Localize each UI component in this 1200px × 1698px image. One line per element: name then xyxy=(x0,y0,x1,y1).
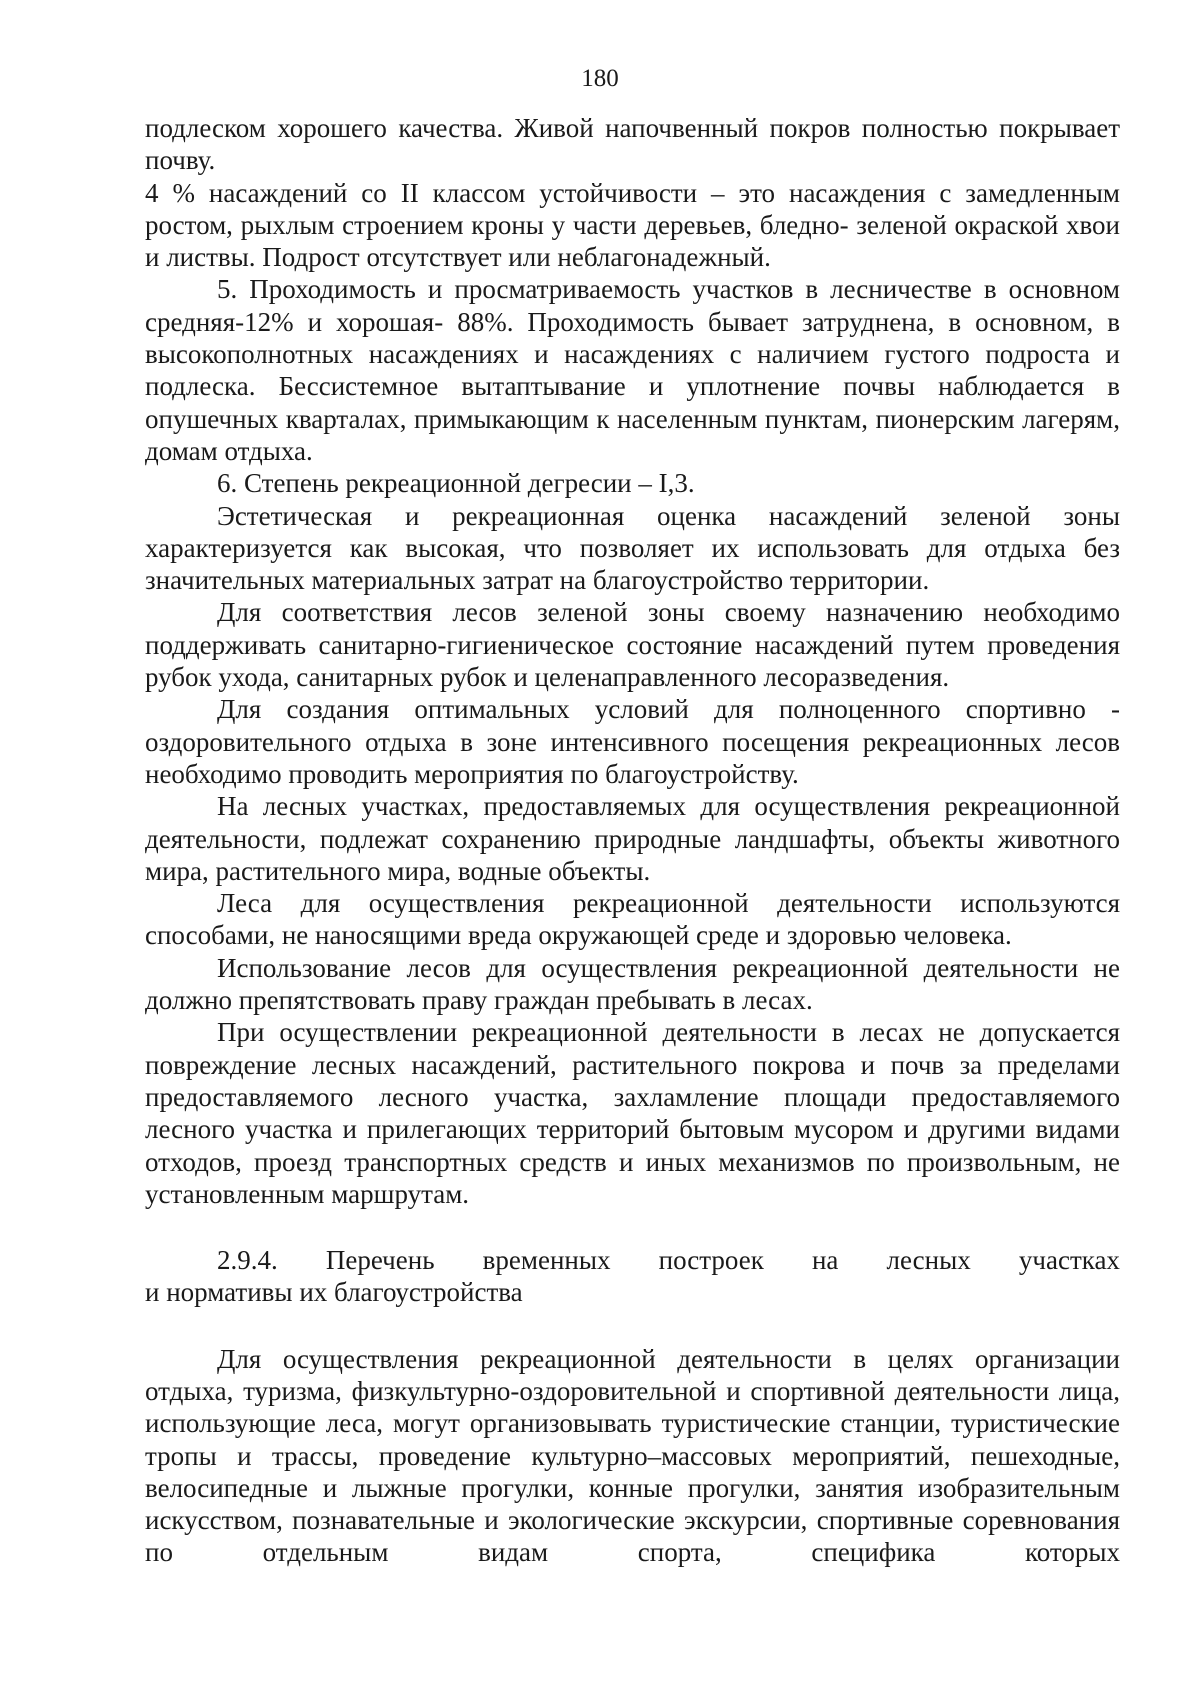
section-heading-line1 xyxy=(145,1244,1120,1276)
section-heading xyxy=(145,1244,1120,1309)
paragraph-aesthetic-assessment: Эстетическая и рекреационная оценка насаждений зеленой зоны характеризуется как высокая, что позволяет их использовать для отдыха без значительных материальных затрат на благоустройство территории. xyxy=(145,500,1120,596)
section-heading-line2: и нормативы их благоустройства xyxy=(145,1277,523,1308)
section-title-word: временных xyxy=(482,1245,611,1276)
paragraph-stability-class: 4 % насаждений со II классом устойчивости – это насаждения с замедленным ростом, рыхлым строением кроны у части деревьев, бледно- зеленой окраской хвои и листвы. Подрост отсутствует или неблагонадежный. xyxy=(145,177,1120,273)
paragraph-degression: 6. Степень рекреационной дегресии – I,3. xyxy=(217,468,695,499)
section-number: 2.9.4. xyxy=(217,1245,278,1276)
section-title-word: участках xyxy=(1018,1245,1120,1276)
paragraph-optimal-conditions: Для создания оптимальных условий для полноценного спортивно - оздоровительного отдыха в зоне интенсивного посещения рекреационных лесов необходимо проводить мероприятия по благоустройству. xyxy=(145,694,1120,789)
section-title-word: построек xyxy=(658,1245,764,1276)
section-title-word: лесных xyxy=(886,1245,971,1276)
paragraph-citizen-rights: Использование лесов для осуществления рекреационной деятельности не должно препятствовать праву граждан пребывать в лесах. xyxy=(145,952,1120,1016)
page-number: 180 xyxy=(581,65,619,92)
paragraph-recreational-activities: Для осуществления рекреационной деятельности в целях организации отдыха, туризма, физкультурно-оздоровительной и спортивной деятельности лица, использующие леса, могут организовывать туристические станции, туристические тропы и трассы, проведение культурно–массовых мероприятий, пешеходные, велосипедные и лыжные прогулки, конные прогулки, занятия изобразительным искусством, познавательные и экологические экскурсии, спортивные соревнования по отдельным видам спорта, специфика которых xyxy=(145,1343,1120,1568)
body-text xyxy=(145,112,1120,1569)
paragraph-sanitary-condition: Для соответствия лесов зеленой зоны своему назначению необходимо поддерживать санитарно-гигиеническое состояние насаждений путем проведения рубок ухода, санитарных рубок и целенаправленного лесоразведения. xyxy=(145,597,1120,693)
paragraph-continuation: подлеском хорошего качества. Живой напочвенный покров полностью покрывает почву. xyxy=(145,113,1120,176)
section-title-word: на xyxy=(811,1245,839,1276)
paragraph-usage-methods: Леса для осуществления рекреационной деятельности используются способами, не наносящими вреда окружающей среде и здоровью человека. xyxy=(145,888,1120,951)
paragraph-prohibitions: При осуществлении рекреационной деятельности в лесах не допускается повреждение лесных насаждений, растительного покрова и почв за пределами предоставляемого лесного участка, захламление площади предоставляемого лесного участка и прилегающих территорий бытовым мусором и другими видами отходов, проезд транспортных средств и иных механизмов по произвольным, не установленным маршрутам. xyxy=(145,1017,1120,1209)
paragraph-passability: 5. Проходимость и просматриваемость участков в лесничестве в основном средняя-12% и хорошая- 88%. Проходимость бывает затруднена, в основном, в высокополнотных насаждениях и насаждениях с наличием густого подроста и подлеска. Бессистемное вытаптывание и уплотнение почвы наблюдается в опушечных кварталах, примыкающим к населенным пунктам, пионерским лагерям, домам отдыха. xyxy=(145,274,1120,466)
paragraph-landscape-preservation: На лесных участках, предоставляемых для осуществления рекреационной деятельности, подлежат сохранению природные ландшафты, объекты животного мира, растительного мира, водные объекты. xyxy=(145,791,1120,886)
section-title-word: Перечень xyxy=(325,1245,435,1276)
